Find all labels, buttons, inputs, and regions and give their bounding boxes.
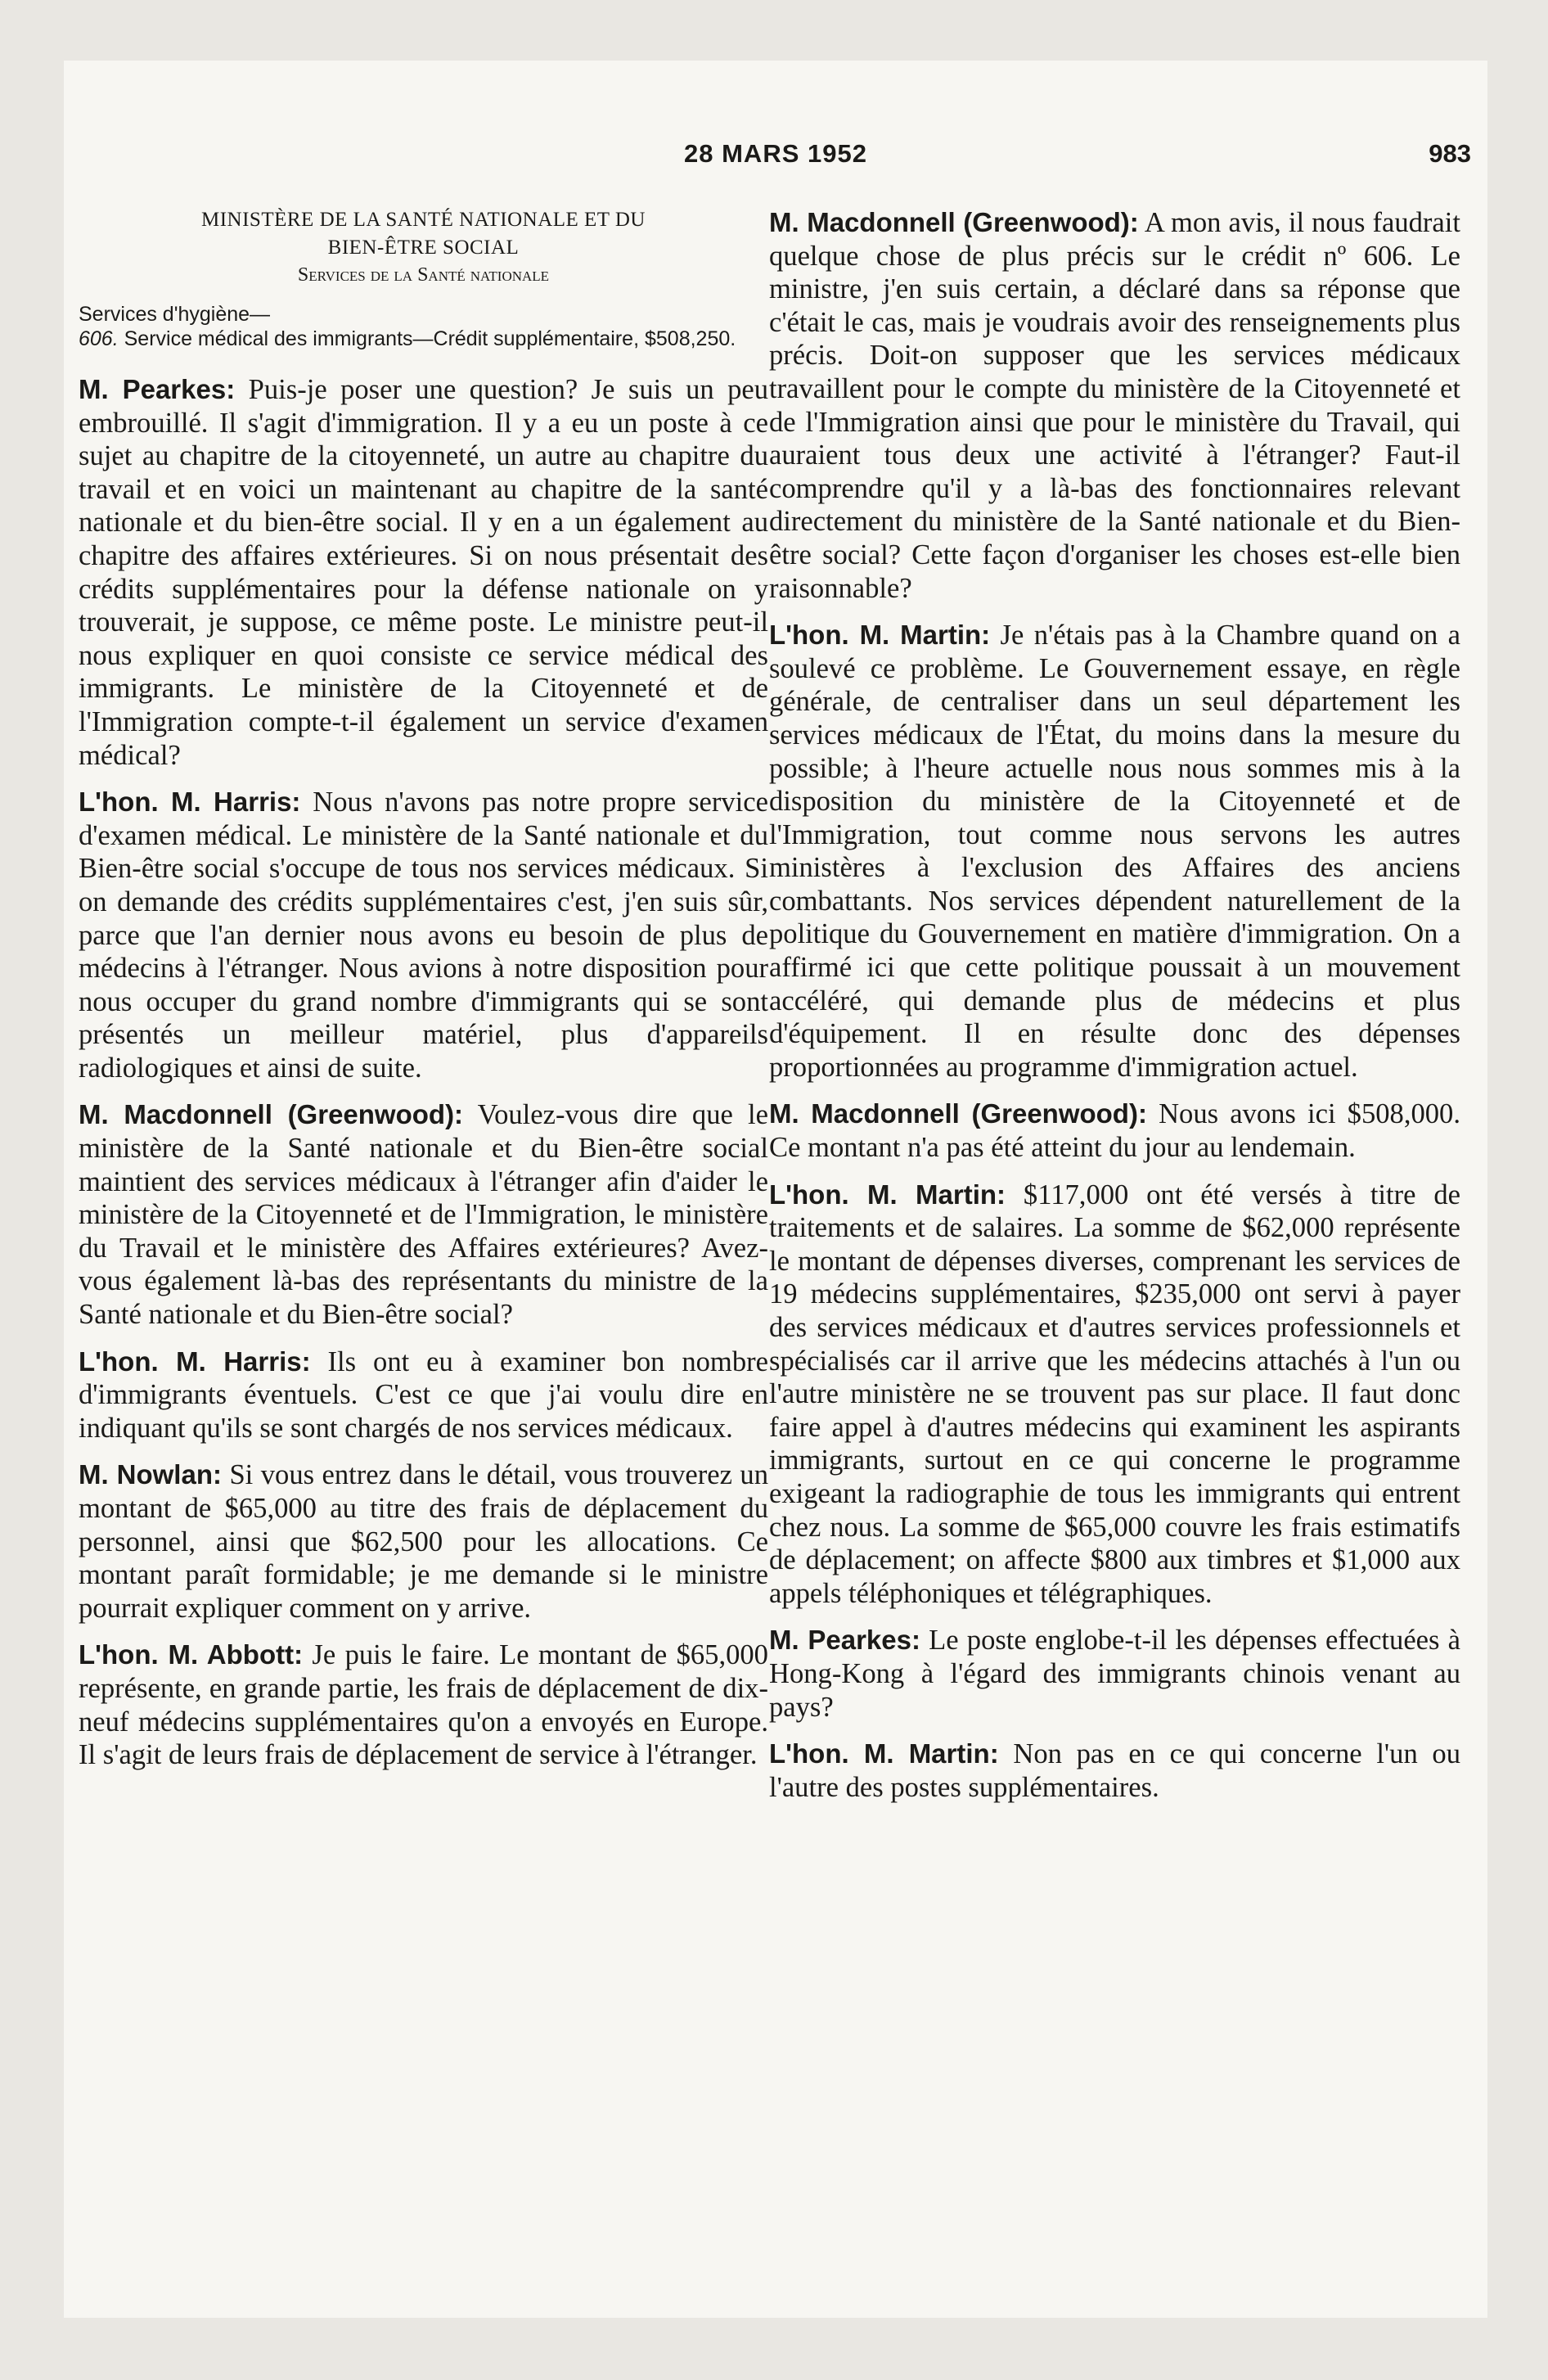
speech-text: Ils ont eu à examiner bon nombre d'immigrants éventuels. C'est ce que j'ai voulu dire en indiquant qu'ils se sont chargés de nos services médicaux. <box>79 1346 768 1444</box>
speaker-name: M. Pearkes: <box>79 374 236 404</box>
right-column <box>769 206 1460 1818</box>
speaker-name: M. Pearkes: <box>769 1625 920 1656</box>
header-date: 28 MARS 1952 <box>684 139 867 168</box>
speech-paragraph <box>79 1098 768 1331</box>
speech-text: Nous n'avons pas notre propre service d'examen médical. Le ministère de la Santé nationale et du Bien-être social s'occupe de tous nos services médicaux. Si on demande des crédits supplémentaires c'est, j'en suis sûr, parce que l'an dernier nous avons eu besoin de plus de médecins à l'étranger. Nous avions à notre disposition pour nous occuper du grand nombre d'immigrants qui se sont présentés un meilleur matériel, plus d'appareils radiologiques et ainsi de suite. <box>79 787 768 1084</box>
speaker-name: M. Nowlan: <box>79 1459 222 1490</box>
speaker-name: M. Macdonnell (Greenwood): <box>769 1098 1147 1129</box>
speech-text: Non pas en ce qui concerne l'un ou l'autre des postes supplémentaires. <box>769 1738 1460 1803</box>
speech-text: Le poste englobe-t-il les dépenses effectuées à Hong-Kong à l'égard des immigrants chinois venant au pays? <box>769 1625 1460 1723</box>
ministry-heading-line1: MINISTÈRE DE LA SANTÉ NATIONALE ET DU <box>201 209 646 231</box>
speech-paragraph <box>79 373 768 772</box>
ministry-heading-line2: BIEN-ÊTRE SOCIAL <box>327 237 520 259</box>
section-subheading: Services de la Santé nationale <box>297 264 550 286</box>
speech-paragraph <box>79 1458 768 1625</box>
speech-paragraph <box>79 786 768 1084</box>
service-line: Services d'hygiène— <box>79 303 271 326</box>
speech-text: Puis-je poser une question? Je suis un peu embrouillé. Il s'agit d'immigration. Il y a eu un poste à ce sujet au chapitre de la citoyenneté, un autre au chapitre du travail et en voici un maintenant au chapitre de la santé nationale et du bien-être social. Il y en a un également au chapitre des affaires extérieures. Si on nous présentait des crédits supplémentaires pour la défense nationale on y trouverait, je suppose, ce même poste. Le ministre peut-il nous expliquer en quoi consiste ce service médical des immigrants. Le ministère de la Citoyenneté et de l'Immigration compte-t-il également un service d'examen médical? <box>79 374 768 771</box>
speech-text: A mon avis, il nous faudrait quelque chose de plus précis sur le crédit nº 606. Le ministre, j'en suis certain, a déclaré dans sa réponse que c'était le cas, mais je voudrais avoir des renseignements plus précis. Doit-on supposer que les services médicaux travaillent pour le compte du ministère de la Citoyenneté et de l'Immigration ainsi que pour le ministère du Travail, qui auraient tous deux une activité à l'étranger? Faut-il comprendre qu'il y a là-bas des fonctionnaires relevant directement du ministère de la Santé nationale et du Bien-être social? Cette façon d'organiser les choses est-elle bien raisonnable? <box>769 207 1460 604</box>
speech-text: Je puis le faire. Le montant de $65,000 représente, en grande partie, les frais de déplacement de dix-neuf médecins supplémentaires qu'on a envoyés en Europe. Il s'agit de leurs frais de déplacement de service à l'étranger. <box>79 1639 768 1771</box>
speech-paragraph <box>769 1098 1460 1164</box>
speech-paragraph <box>769 1179 1460 1611</box>
item-number: 606. <box>79 327 119 350</box>
vote-item <box>79 327 768 351</box>
speech-text: Voulez-vous dire que le ministère de la Santé nationale et du Bien-être social maintient des services médicaux à l'étranger afin d'aider le ministère de la Citoyenneté et de l'Immigration, le ministère du Travail et le ministère des Affaires extérieures? Avez-vous également là-bas des représentants du ministre de la Santé nationale et du Bien-être social? <box>79 1099 768 1331</box>
speaker-name: L'hon. M. Harris: <box>79 787 301 818</box>
speech-text: Je n'étais pas à la Chambre quand on a soulevé ce problème. Le Gouvernement essaye, en règle générale, de centraliser dans un seul département les services médicaux de l'État, du moins dans la mesure du possible; à l'heure actuelle nous nous sommes mis à la disposition du ministère de la Citoyenneté et de l'Immigration, tout comme nous servons les autres ministères à l'exclusion des Affaires des anciens combattants. Nos services dépendent naturellement de la politique du Gouvernement en matière d'immigration. On a affirmé ici que cette politique poussait à un mouvement accéléré, qui demande plus de médecins et plus d'équipement. Il en résulte donc des dépenses proportionnées au programme d'immigration actuel. <box>769 620 1460 1083</box>
speaker-name: L'hon. M. Martin: <box>769 620 991 651</box>
speech-paragraph <box>79 1639 768 1771</box>
speaker-name: L'hon. M. Abbott: <box>79 1639 304 1670</box>
speaker-name: L'hon. M. Martin: <box>769 1179 1006 1210</box>
speaker-name: L'hon. M. Harris: <box>79 1346 311 1377</box>
speech-paragraph <box>79 1346 768 1445</box>
page-number: 983 <box>1429 139 1471 168</box>
ministry-heading <box>79 206 768 262</box>
page-header <box>64 139 1487 180</box>
speech-paragraph <box>769 1624 1460 1724</box>
item-text: Service médical des immigrants—Crédit supplémentaire, $508,250. <box>124 327 736 350</box>
speaker-name: M. Macdonnell (Greenwood): <box>769 207 1139 237</box>
left-column <box>79 206 768 1786</box>
speech-paragraph <box>769 1738 1460 1804</box>
speech-paragraph <box>769 206 1460 605</box>
speech-text: Si vous entrez dans le détail, vous trouverez un montant de $65,000 au titre des frais de déplacement du personnel, ainsi que $62,500 pour les allocations. Ce montant paraît formidable; je me demande si le ministre pourrait expliquer comment on y arrive. <box>79 1459 768 1624</box>
speech-text: $117,000 ont été versés à titre de traitements et de salaires. La somme de $62,000 représente le montant de dépenses diverses, comprenant les services de 19 médecins supplémentaires, $235,000 ont servi à payer des services médicaux et d'autres services professionnels et spécialisés car il arrive que les médecins attachés à l'un ou l'autre ministère ne se trouvent pas sur place. Il faut donc faire appel à d'autres médecins qui examinent les aspirants immigrants, surtout en ce qui concerne le programme exigeant la radiographie de tous les immigrants qui entrent chez nous. La somme de $65,000 couvre les frais estimatifs de déplacement; on affecte $800 aux timbres et $1,000 aux appels téléphoniques et télégraphiques. <box>769 1179 1460 1609</box>
speaker-name: M. Macdonnell (Greenwood): <box>79 1099 464 1130</box>
speech-paragraph <box>769 619 1460 1084</box>
speech-text: Nous avons ici $508,000. Ce montant n'a pas été atteint du jour au lendemain. <box>769 1098 1460 1164</box>
speaker-name: L'hon. M. Martin: <box>769 1738 999 1769</box>
